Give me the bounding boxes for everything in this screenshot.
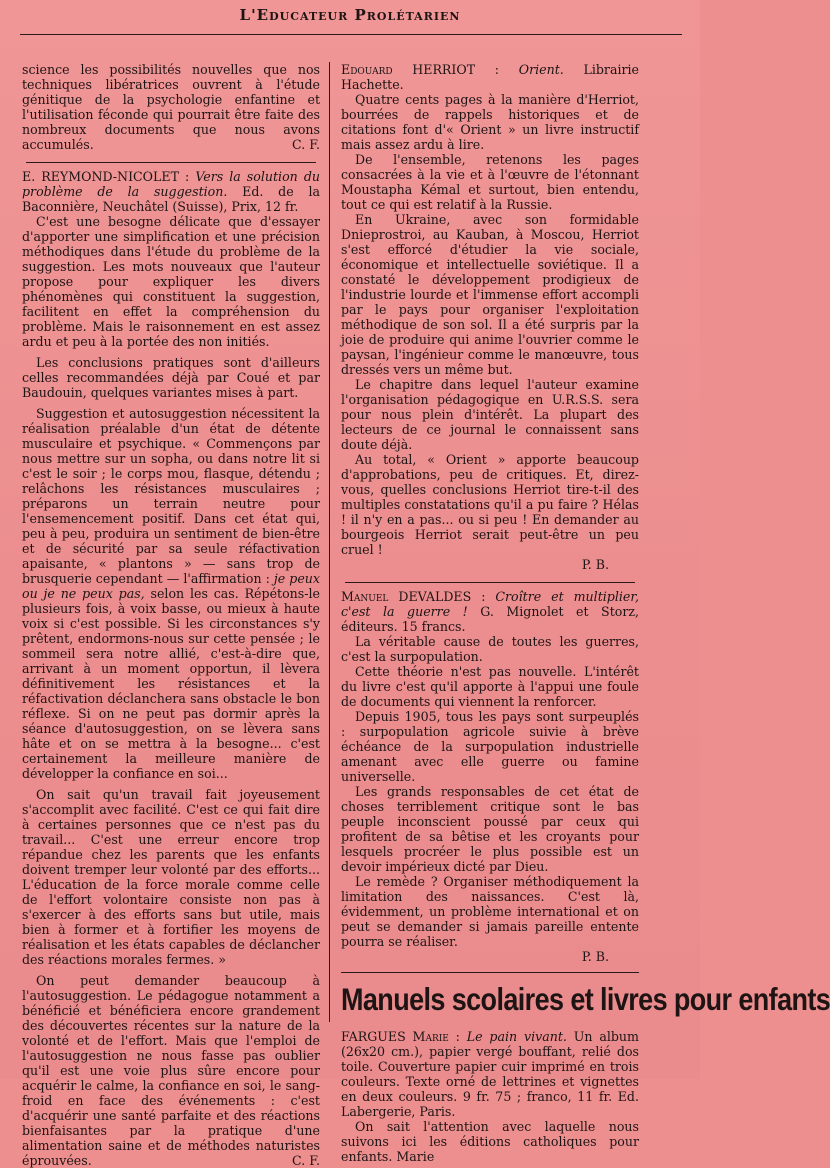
review-author: FARGUES Marie : <box>341 1029 460 1044</box>
review-publisher: Ed. de la Baconnière, Neuchâtel (Suisse), Prix, 12 fr. <box>22 184 320 214</box>
paragraph: On sait qu'un travail fait joyeusement s'accomplit avec facilité. C'est ce qui fait dire à certaines personnes que ce n'est pas du travail... C'est une erreur encore trop répandue chez les parents que les enfants doivent tremper leur volonté par des efforts... L'éducation de la force morale comme celle de l'effort volontaire consiste non pas à s'exercer à des efforts sans but utile, mais bien à former et à fortifier les moyens de réalisation et les états capables de déclancher des réactions morales fermes. » <box>22 787 320 967</box>
paragraph: Depuis 1905, tous les pays sont surpeuplés : surpopulation agricole suivie à brève échéance de la surpopulation industrielle amenant avec elle guerre ou famine universelle. <box>341 709 639 784</box>
left-column <box>22 62 320 1168</box>
paragraph: On sait l'attention avec laquelle nous suivons ici les éditions catholiques pour enfants. Marie <box>341 1119 639 1164</box>
paragraph: Les conclusions pratiques sont d'ailleurs celles recommandées déjà par Coué et par Baudouin, quelques variantes mises à part. <box>22 355 320 400</box>
paragraph: Le chapitre dans lequel l'auteur examine l'organisation pédagogique en U.R.S.S. sera pour nous plein d'intérêt. La plupart des lecteurs de ce journal le connaissent sans doute déjà. <box>341 377 639 452</box>
review-author: Edouard HERRIOT : <box>341 62 500 77</box>
review-author: E. REYMOND-NICOLET : <box>22 169 190 184</box>
review-title: Orient. <box>518 62 564 77</box>
right-column <box>341 62 830 1164</box>
signature: P. B. <box>581 557 609 572</box>
paragraph <box>22 973 320 1168</box>
review-heading <box>341 1029 639 1119</box>
review-title: Le pain vivant. <box>466 1029 567 1044</box>
column-divider <box>329 62 330 1022</box>
review-publisher: Un album (26x20 cm.), papier vergé bouffant, relié dos toile. Couverture papier cuir imprimé en trois couleurs. Texte orné de lettrines et vignettes en deux couleurs. 9 fr. 75 ; franco, 11 fr. Ed. Labergerie, Paris. <box>341 1029 639 1119</box>
paragraph <box>22 406 320 781</box>
header-rule <box>20 34 682 35</box>
paragraph-text: selon les cas. Répétons-le plusieurs fois, à voix basse, ou mieux à haute voix si c'est possible. Si les circonstances s'y prêtent, endormons-nous sur cette pensée ; le sommeil sera notre allié, c'est-à-dire que, arrivant à un moment opportun, il lèvera définitivement les résistances et la réfactivation déclanchera sans obstacle le bon réflexe. Si on ne peut pas dormir après la séance d'autosuggestion, on se lèvera sans hâte et on se mettra à la besogne... c'est certainement la meilleure manière de développer la confiance en soi... <box>22 586 320 781</box>
review-publisher: G. Mignolet et Storz, éditeurs. 15 francs. <box>341 604 639 634</box>
intro-text: science les possibilités nouvelles que nos techniques libératrices ouvrent à l'étude génitique de la psychologie enfantine et l'utilisation féconde qui pourrait être faite des nombreux documents que nous avons accumulés. <box>22 62 320 152</box>
paragraph: Les grands responsables de cet état de choses terriblement critique sont le bas peuple inconscient poussé par ceux qui profitent de sa bêtise et les croyants pour lesquels procréer le plus possible est un devoir impérieux dicté par Dieu. <box>341 784 639 874</box>
intro-paragraph <box>22 62 320 152</box>
review-author: Manuel DEVALDES : <box>341 589 486 604</box>
paragraph: C'est une besogne délicate que d'essayer d'apporter une simplification et une précision méthodiques dans l'étude du problème de la suggestion. Les mots nouveaux que l'auteur propose pour expliquer les divers phénomènes qui constituent la suggestion, facilitent en effet la compréhension du problème. Mais le raisonnement en est assez ardu et peu à la portée des non initiés. <box>22 214 320 349</box>
paragraph: Cette théorie n'est pas nouvelle. L'intérêt du livre c'est qu'il apporte à l'appui une foule de documents qui viennent la renforcer. <box>341 664 639 709</box>
paragraph: Quatre cents pages à la manière d'Herriot, bourrées de rappels historiques et de citations font d'« Orient » un livre instructif mais assez ardu à lire. <box>341 92 639 152</box>
review-title: Croître et multiplier, c'est la guerre ! <box>341 589 639 619</box>
paragraph: Au total, « Orient » apporte beaucoup d'approbations, peu de critiques. Et, direz-vous, quelles conclusions Herriot tire-t-il des multiples constatations qu'il a pu faire ? Hélas ! il n'y en a pas... ou si peu ! En demander au bourgeois Herriot serait peut-être un peu cruel ! <box>341 452 639 557</box>
paragraph: En Ukraine, avec son formidable Dnieprostroi, au Kauban, à Moscou, Herriot s'est efforcé d'étudier la vie sociale, économique et intellectuelle soviétique. Il a constaté le développement prodigieux de l'industrie lourde et l'immense effort accompli par le pays pour organiser l'exploitation méthodique de son sol. Il a été surpris par la joie de produire qui anime l'ouvrier comme le paysan, l'ingénieur comme le manœuvre, tous dressés vers un même but. <box>341 212 639 377</box>
review-heading <box>341 62 639 92</box>
section-heading: Manuels scolaires et livres pour enfants <box>341 982 830 1017</box>
paragraph: Le remède ? Organiser méthodiquement la limitation des naissances. C'est là, évidemment, un problème international et on peut se demander si jamais pareille entente pourra se réaliser. <box>341 874 639 949</box>
paragraph: La véritable cause de toutes les guerres, c'est la surpopulation. <box>341 634 639 664</box>
section-rule <box>341 972 639 973</box>
separator-rule <box>345 582 635 583</box>
paragraph: De l'ensemble, retenons les pages consacrées à la vie et à l'œuvre de l'étonnant Moustapha Kémal et surtout, bien entendu, tout ce qui est relatif à la Russie. <box>341 152 639 212</box>
signature: C. F. <box>292 137 320 152</box>
signature: P. B. <box>581 949 609 964</box>
signature: C. F. <box>292 1153 320 1168</box>
paragraph-text: On peut demander beaucoup à l'autosuggestion. Le pédagogue notamment a bénéficié et bénéficiera encore grandement des découvertes récentes sur la nature de la volonté et de l'effort. Mais que l'emploi de l'autosuggestion ne nous fasse pas oublier qu'il est une voie plus sûre encore pour acquérir le calme, la confiance en soi, le sang-froid en face des événements : c'est d'acquérir une santé parfaite et des réactions bienfaisantes par la pratique d'une alimentation saine et de méthodes naturistes éprouvées. <box>22 973 320 1168</box>
separator-rule <box>26 162 316 163</box>
review-heading <box>341 589 639 634</box>
review-publisher: Librairie Hachette. <box>341 62 639 92</box>
review-heading <box>22 169 320 214</box>
running-title: L'Educateur Prolétarien <box>239 6 461 24</box>
emphasis-text: je peux ou je ne peux pas, <box>22 571 320 601</box>
review-title: Vers la solution du problème de la suggestion. <box>22 169 320 199</box>
paragraph-text: Suggestion et autosuggestion nécessitent la réalisation préalable d'un état de détente musculaire et psychique. « Commençons par nous mettre sur un sopha, ou dans notre lit si c'est le soir ; le corps mou, flasque, détendu ; relâchons les résistances musculaires ; préparons un terrain neutre pour l'ensemencement positif. Dans cet état qui, peu à peu, produira un sentiment de bien-être et de sécurité par sa seule réfactivation apaisante, « plantons » — sans trop de brusquerie cependant — l'affirmation : <box>22 406 320 586</box>
